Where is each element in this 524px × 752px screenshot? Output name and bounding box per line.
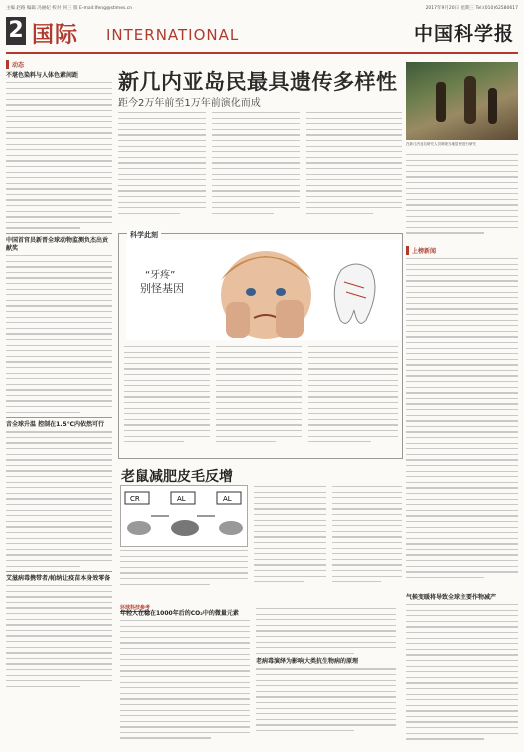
divider	[6, 417, 112, 418]
divider	[6, 233, 112, 234]
new-guinea-photo	[406, 62, 518, 140]
main-story-col-2	[212, 112, 300, 224]
left-story-body-1	[6, 82, 112, 229]
mouse-story-col-2	[254, 486, 326, 590]
right-bottom-column	[406, 592, 518, 748]
main-story-col-3	[306, 112, 402, 224]
feature-headline-2: 别怪基因	[140, 282, 184, 295]
left-story-title-3: 音全球升温 控制在1.5℃内依然可行	[6, 421, 104, 429]
page-header	[6, 14, 518, 54]
page-number: 2	[6, 17, 26, 45]
mouse-story-col-1	[120, 550, 248, 590]
briefs-col-2	[256, 608, 396, 748]
left-story-body-3	[6, 431, 112, 567]
diagram-label-left: CR	[130, 495, 140, 503]
mouse-story-title: 老鼠减肥皮毛反增	[121, 469, 233, 485]
science-feature-tag: 科学此刻	[127, 230, 161, 240]
right-column-tag: 上榜新闻	[406, 246, 518, 255]
feature-col-3	[308, 346, 398, 454]
right-column-body-1	[406, 154, 518, 244]
editor-line: 主编 赵路 编辑 冯丽妃 校对 何三 版 E-mail:lfeng@stimes.cn	[6, 5, 133, 11]
main-story-subtitle: 距今2万年前至1万年前演化而成	[118, 98, 261, 109]
mouse-story-col-3	[332, 486, 402, 590]
feature-col-1	[124, 346, 210, 454]
date-line: 2017年9月20日 星期三 Tel:(010)62580617	[425, 5, 518, 11]
section-title-en: INTERNATIONAL	[106, 26, 240, 44]
photo-caption: 在新几内亚岛研究人员调查当地居民进行研究	[406, 142, 476, 146]
section-title-cn: 国际	[32, 23, 79, 48]
diagram-label-middle: AL	[177, 495, 186, 503]
right-story-title-1: 气候变暖将导致全球主要作物减产	[406, 594, 497, 601]
left-story-body-2	[6, 255, 112, 413]
main-story-col-1	[118, 112, 206, 224]
divider	[6, 571, 112, 572]
photo-caption-box	[406, 142, 518, 152]
left-story-title-4: 艾滋病毒携带者/帕纳让疫苗本身效零备	[6, 575, 111, 583]
left-column	[6, 58, 112, 748]
feature-headline-1: “牙疼”	[145, 270, 176, 281]
right-column	[406, 244, 518, 588]
briefs-tag: 环球科技参考	[120, 605, 151, 611]
diagram-label-right: AL	[223, 495, 232, 503]
mouse-diagram	[120, 485, 248, 547]
brief-title-2: 老病毒演绎为影响大类抗生物病的原理	[256, 658, 359, 666]
feature-col-2	[216, 346, 302, 454]
left-story-title-1: 不堪色染料与人体色素间距	[6, 72, 79, 79]
newspaper-logo: 中国科学报	[413, 23, 514, 45]
left-story-title-2: 中国首官员新晋全球动物监测负杰出贡献奖	[6, 237, 109, 253]
main-story-title: 新几内亚岛民最具遗传多样性	[118, 70, 398, 94]
briefs-col-1	[120, 608, 250, 748]
brief-title-1: 年轻人在稳在1000年后的CO₂中的微量元素	[120, 610, 239, 617]
left-column-tag: 动态	[6, 60, 112, 69]
left-story-body-4	[6, 585, 112, 687]
header-meta-line	[6, 2, 518, 13]
